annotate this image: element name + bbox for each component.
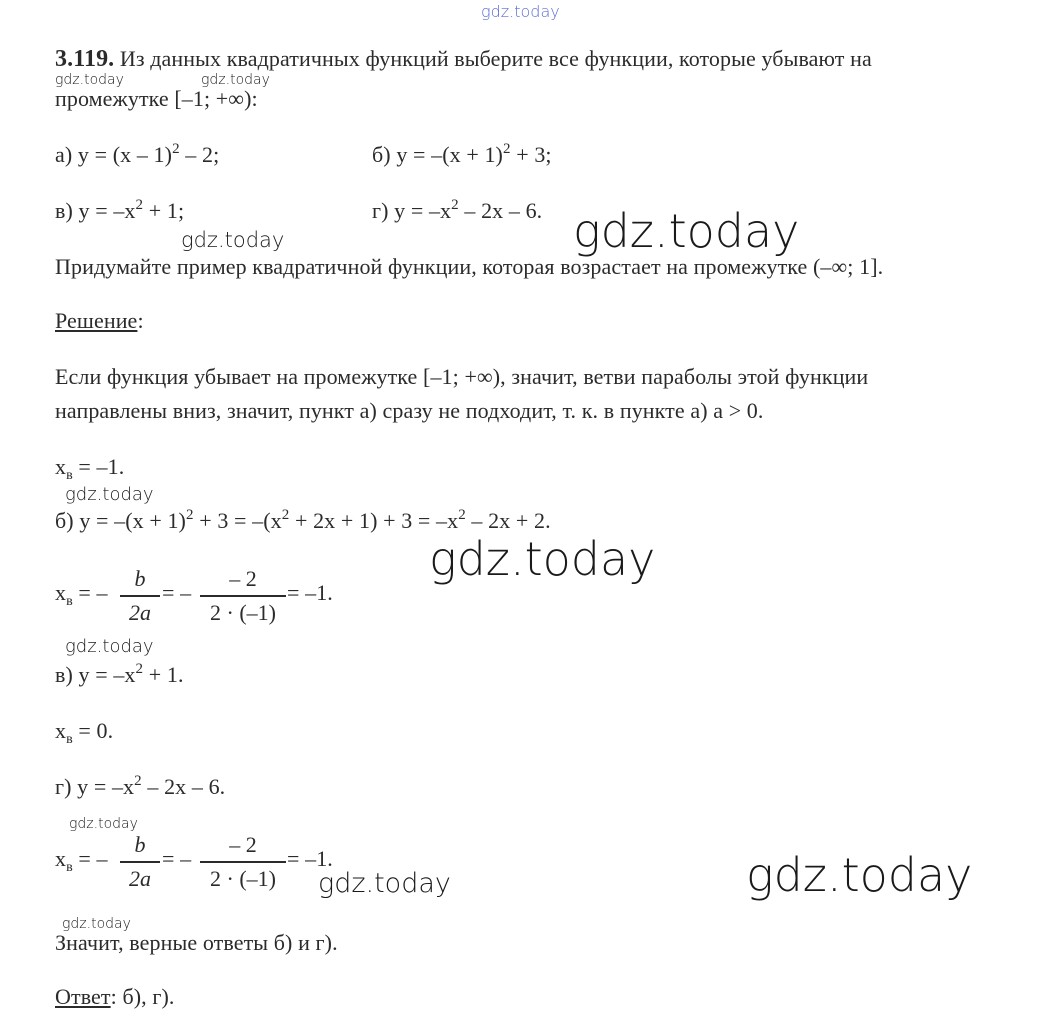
part-v-line: в) $y = -x^2 + 1$. bbox=[55, 661, 184, 687]
option-a: а) y = (x – 1)$^2$ – 2; bbox=[55, 141, 220, 167]
watermark-small: gdz.today bbox=[65, 636, 154, 657]
conclusion: Значит, верные ответы б) и г). bbox=[55, 930, 338, 955]
problem-statement-line1 bbox=[55, 46, 872, 72]
fraction-b-over-2a: b 2a bbox=[120, 566, 160, 626]
solution-heading: Решение: bbox=[55, 308, 144, 333]
problem-statement-line2: промежутке [–1; +∞): bbox=[55, 86, 258, 111]
watermark-top: gdz.today bbox=[481, 2, 560, 21]
problem-statement-text: Из данных квадратичных функций выберите все функции, которые убывают на bbox=[119, 46, 872, 71]
watermark-small: gdz.today bbox=[62, 916, 131, 932]
option-v: в) $y = -x^2 + 1$; bbox=[55, 197, 185, 223]
watermark-small: gdz.today bbox=[65, 484, 154, 505]
watermark-small: gdz.today bbox=[69, 816, 138, 832]
fraction-neg2-over-2x-neg1: – 2 2 · (–1) bbox=[200, 832, 286, 892]
fraction-result: = –1. bbox=[287, 846, 333, 871]
part-g-line: г) $y = -x^2 - 2x - 6$. bbox=[55, 773, 226, 799]
watermark-small: gdz.today bbox=[201, 72, 270, 88]
expansion-b: б) $y = -(x + 1)^2 + 3 = -(x^2 + 2x + 1) + 3 = -x^2 - 2x + 2$. bbox=[55, 507, 551, 533]
watermark-large: gdz.today bbox=[746, 848, 973, 902]
watermark-large: gdz.today bbox=[429, 532, 656, 586]
vertex-formula-2: $x_в$ = – bbox=[55, 846, 108, 875]
equals-minus: = – bbox=[162, 846, 192, 871]
fraction-b-over-2a: b 2a bbox=[120, 832, 160, 892]
solution-paragraph-line1: Если функция убывает на промежутке [–1; +∞), значит, ветви параболы этой функции bbox=[55, 364, 869, 389]
task-2: Придумайте пример квадратичной функции, которая возрастает на промежутке (–∞; 1]. bbox=[55, 254, 884, 279]
vertex-formula-1: $x_в$ = – bbox=[55, 580, 108, 609]
option-g: г) $y = -x^2 - 2x - 6$. bbox=[372, 197, 543, 223]
watermark-small: gdz.today bbox=[318, 868, 451, 899]
vertex-line-1: $x_в = -1$. bbox=[55, 454, 125, 483]
option-b: б) $y = -(x + 1)^2 + 3$; bbox=[372, 141, 552, 167]
watermark-small: gdz.today bbox=[55, 72, 124, 88]
vertex-line-v: $x_в = 0$. bbox=[55, 718, 114, 747]
solution-paragraph-line2: направлены вниз, значит, пункт а) сразу не подходит, т. к. в пункте а) а > 0. bbox=[55, 398, 764, 423]
watermark-small: gdz.today bbox=[181, 228, 285, 252]
answer: Ответ: б), г). bbox=[55, 984, 175, 1009]
equals-minus: = – bbox=[162, 580, 192, 605]
watermark-large: gdz.today bbox=[573, 204, 800, 258]
problem-number: 3.119. bbox=[55, 46, 115, 72]
fraction-neg2-over-2x-neg1: – 2 2 · (–1) bbox=[200, 566, 286, 626]
fraction-result: = –1. bbox=[287, 580, 333, 605]
